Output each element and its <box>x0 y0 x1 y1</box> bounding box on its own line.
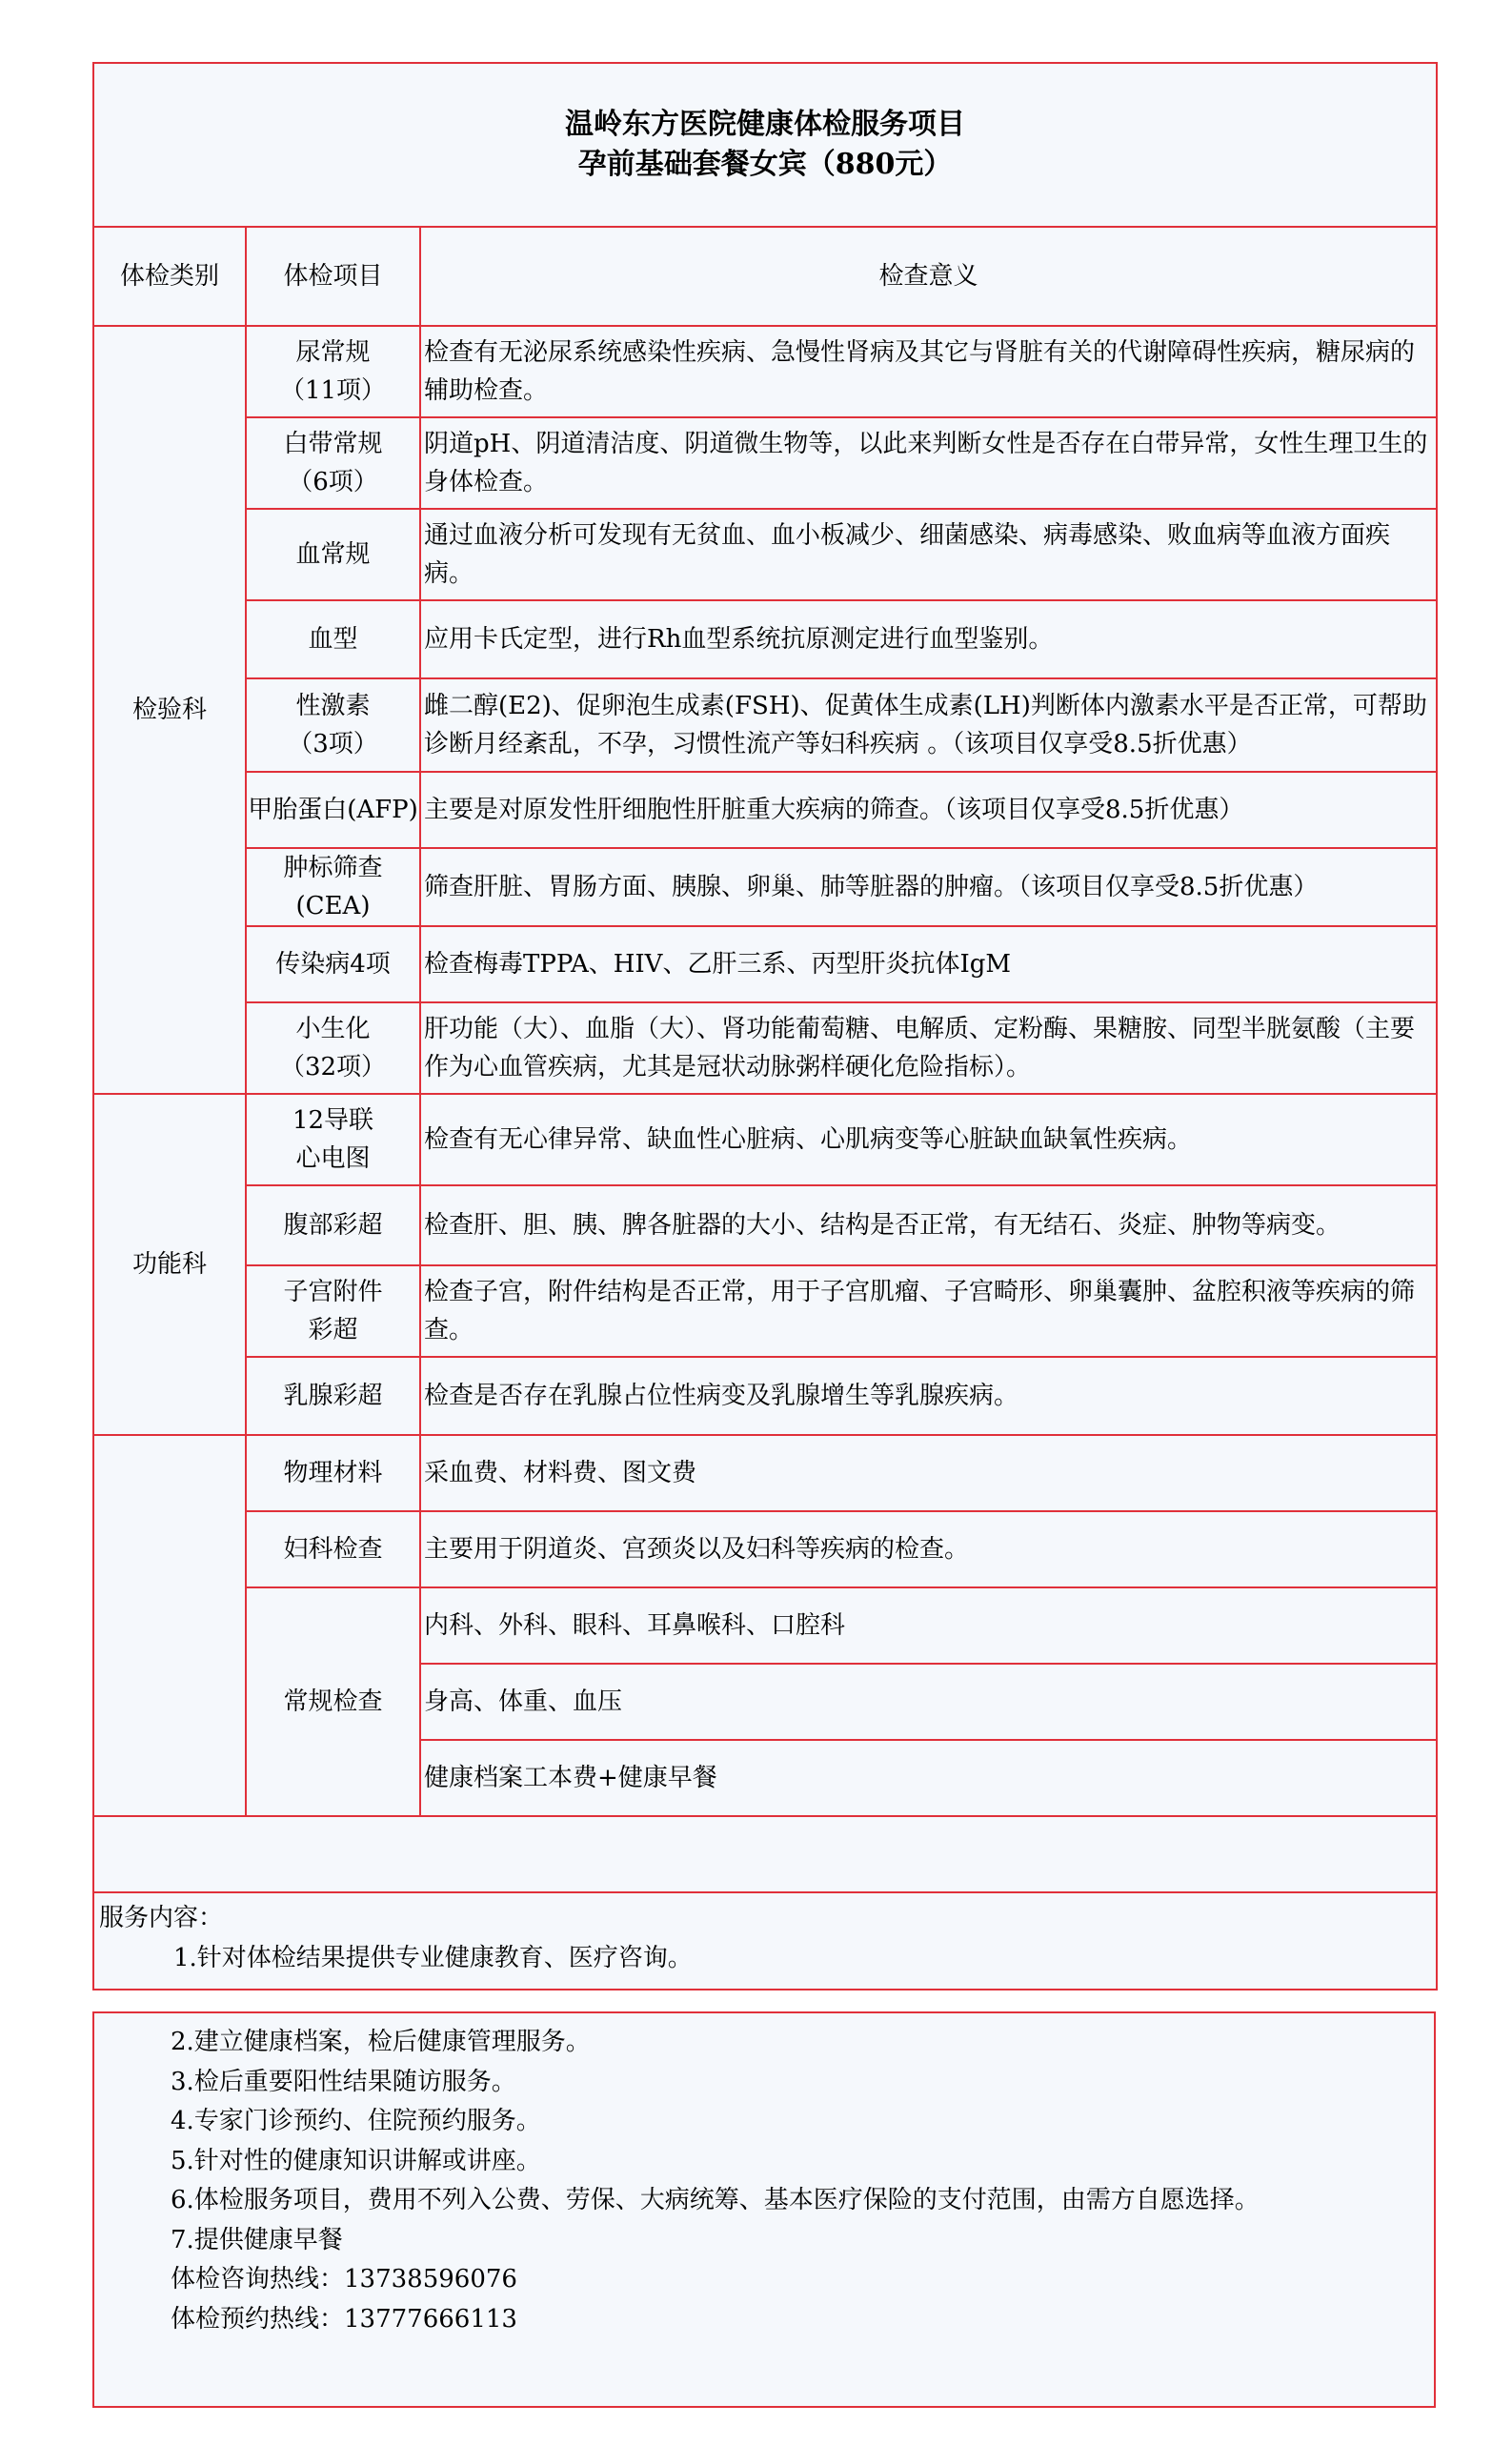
document-title <box>93 63 1437 227</box>
exam-table <box>92 62 1438 1990</box>
item-name: 尿常规 <box>295 338 371 367</box>
service-item: 7.提供健康早餐 <box>171 2225 343 2254</box>
booking-hotline: 体检预约热线：13777666113 <box>171 2304 517 2334</box>
table-row <box>93 509 1437 600</box>
meaning-cell: 检查有无心律异常、缺血性心脏病、心肌病变等心脏缺血缺氧性疾病。 <box>420 1094 1437 1185</box>
blank-cell <box>93 1816 1437 1892</box>
item-name: 性激素 <box>295 692 371 720</box>
item-name: 腹部彩超 <box>283 1211 383 1240</box>
item-count: （32项） <box>279 1053 387 1081</box>
item-name: 12导联 <box>292 1106 374 1135</box>
meaning-cell: 检查子宫，附件结构是否正常，用于子宫肌瘤、子宫畸形、卵巢囊肿、盆腔积液等疾病的筛查。 <box>420 1265 1437 1357</box>
title-row <box>93 63 1437 227</box>
item-name: 血常规 <box>295 540 371 569</box>
item-cell <box>246 1265 420 1357</box>
item-cell <box>246 1094 420 1185</box>
services-first-cell <box>93 1892 1437 1990</box>
header-meaning: 检查意义 <box>420 227 1437 326</box>
table-row <box>93 1002 1437 1094</box>
item-name: 传染病4项 <box>275 950 391 979</box>
category-cell: 功能科 <box>93 1094 246 1435</box>
header-row <box>93 227 1437 326</box>
meaning-cell: 雌二醇(E2)、促卵泡生成素(FSH)、促黄体生成素(LH)判断体内激素水平是否正常，可帮助诊断月经紊乱，不孕，习惯性流产等妇科疾病 。（该项目仅享受8.5折优惠） <box>420 678 1437 772</box>
table-row <box>93 1185 1437 1265</box>
item-name: 乳腺彩超 <box>283 1382 383 1410</box>
item-cell <box>246 417 420 509</box>
table-row <box>93 600 1437 678</box>
meaning-cell: 检查是否存在乳腺占位性病变及乳腺增生等乳腺疾病。 <box>420 1357 1437 1435</box>
item-cell <box>246 1185 420 1265</box>
item-cell <box>246 1587 420 1816</box>
item-name: 白带常规 <box>283 430 383 458</box>
service-item: 2.建立健康档案，检后健康管理服务。 <box>171 2028 591 2056</box>
meaning-cell: 阴道pH、阴道清洁度、阴道微生物等，以此来判断女性是否存在白带异常，女性生理卫生的身体检查。 <box>420 417 1437 509</box>
header-item: 体检项目 <box>246 227 420 326</box>
item-name: 小生化 <box>295 1015 371 1043</box>
item-cell <box>246 1435 420 1511</box>
service-item: 4.专家门诊预约、住院预约服务。 <box>171 2107 541 2135</box>
meaning-cell: 筛查肝脏、胃肠方面、胰腺、卵巢、肺等脏器的肿瘤。（该项目仅享受8.5折优惠） <box>420 848 1437 926</box>
meaning-cell: 采血费、材料费、图文费 <box>420 1435 1437 1511</box>
service-item: 1.针对体检结果提供专业健康教育、医疗咨询。 <box>173 1943 693 1972</box>
item-name: 常规检查 <box>283 1687 383 1716</box>
meaning-cell: 应用卡氏定型，进行Rh血型系统抗原测定进行血型鉴别。 <box>420 600 1437 678</box>
item-cell <box>246 1357 420 1435</box>
item-count: （6项） <box>288 468 378 496</box>
item-cell <box>246 926 420 1002</box>
item-count: 心电图 <box>295 1144 371 1173</box>
meaning-cell: 身高、体重、血压 <box>420 1664 1437 1740</box>
service-item: 3.检后重要阳性结果随访服务。 <box>171 2067 516 2096</box>
blank-row <box>93 1816 1437 1892</box>
services-row <box>93 1892 1437 1990</box>
item-name: 物理材料 <box>283 1459 383 1487</box>
item-cell <box>246 1511 420 1587</box>
category-cell: 检验科 <box>93 326 246 1094</box>
table-row <box>93 1094 1437 1185</box>
table-row <box>93 926 1437 1002</box>
table-row <box>93 1435 1437 1511</box>
document-sheet <box>92 62 1436 2408</box>
table-row <box>93 1265 1437 1357</box>
header-category: 体检类别 <box>93 227 246 326</box>
service-item: 6.体检服务项目，费用不列入公费、劳保、大病统筹、基本医疗保险的支付范围，由需方自愿选择。 <box>171 2186 1260 2214</box>
table-row <box>93 1587 1437 1664</box>
services-heading: 服务内容： <box>99 1904 224 1932</box>
title-line-1: 温岭东方医院健康体检服务项目 <box>565 108 966 141</box>
consult-hotline: 体检咨询热线：13738596076 <box>171 2265 517 2293</box>
item-count: 彩超 <box>308 1316 358 1344</box>
item-count: （11项） <box>279 376 387 405</box>
item-cell <box>246 600 420 678</box>
item-cell <box>246 509 420 600</box>
item-name: 子宫附件 <box>283 1278 383 1306</box>
item-cell <box>246 678 420 772</box>
meaning-cell: 主要用于阴道炎、宫颈炎以及妇科等疾病的检查。 <box>420 1511 1437 1587</box>
meaning-cell: 健康档案工本费+健康早餐 <box>420 1740 1437 1816</box>
item-cell <box>246 848 420 926</box>
table-row <box>93 326 1437 417</box>
item-cell <box>246 772 420 848</box>
item-name: 肿标筛查(CEA) <box>283 854 383 920</box>
meaning-cell: 检查有无泌尿系统感染性疾病、急慢性肾病及其它与肾脏有关的代谢障碍性疾病，糖尿病的辅助检查。 <box>420 326 1437 417</box>
meaning-cell: 内科、外科、眼科、耳鼻喉科、口腔科 <box>420 1587 1437 1664</box>
item-cell <box>246 326 420 417</box>
item-cell <box>246 1002 420 1094</box>
item-name: 妇科检查 <box>283 1535 383 1564</box>
table-row <box>93 1357 1437 1435</box>
meaning-cell: 肝功能（大）、血脂（大）、肾功能葡萄糖、电解质、定粉酶、果糖胺、同型半胱氨酸（主要作为心血管疾病，尤其是冠状动脉粥样硬化危险指标）。 <box>420 1002 1437 1094</box>
meaning-cell: 通过血液分析可发现有无贫血、血小板减少、细菌感染、病毒感染、败血病等血液方面疾病。 <box>420 509 1437 600</box>
item-name: 血型 <box>308 625 358 654</box>
table-row <box>93 1511 1437 1587</box>
meaning-cell: 检查肝、胆、胰、脾各脏器的大小、结构是否正常，有无结石、炎症、肿物等病变。 <box>420 1185 1437 1265</box>
table-row <box>93 772 1437 848</box>
item-name: 甲胎蛋白(AFP) <box>248 796 418 824</box>
table-row <box>93 848 1437 926</box>
services-continued <box>92 2011 1436 2408</box>
category-cell <box>93 1435 246 1816</box>
meaning-cell: 主要是对原发性肝细胞性肝脏重大疾病的筛查。（该项目仅享受8.5折优惠） <box>420 772 1437 848</box>
item-count: （3项） <box>288 730 378 758</box>
service-item: 5.针对性的健康知识讲解或讲座。 <box>171 2146 541 2175</box>
table-row <box>93 678 1437 772</box>
title-line-2: 孕前基础套餐女宾（880元） <box>577 148 953 181</box>
table-row <box>93 417 1437 509</box>
meaning-cell: 检查梅毒TPPA、HIV、乙肝三系、丙型肝炎抗体IgM <box>420 926 1437 1002</box>
